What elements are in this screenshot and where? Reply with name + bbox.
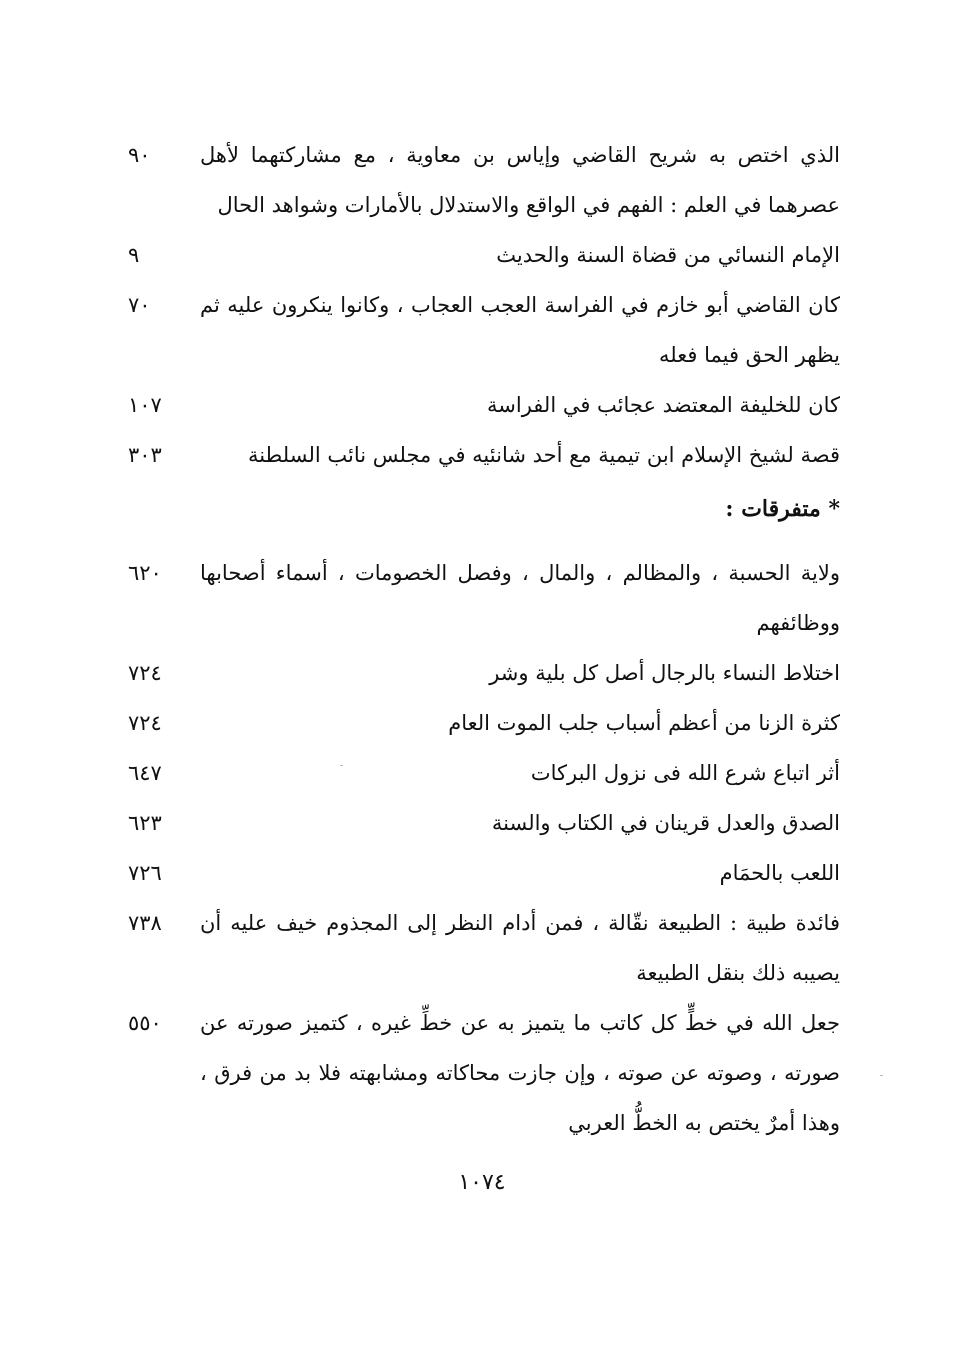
entries-before-heading [128,130,840,480]
index-entry [128,998,840,1148]
entry-text: جعل الله في خطٍّ كل كاتب ما يتميز به عن خطِّ غيره ، كتميز صورته عن صورته ، وصوته عن صوته ، وإن جازت محاكاته ومشابهته فلا بد من فرق ، وهذا أمرٌ يختص به الخطُّ العربي [200,1011,840,1135]
index-entry [128,280,840,380]
entry-text: كان القاضي أبو خازم في الفراسة العجب العجاب ، وكانوا ينكرون عليه ثم يظهر الحق فيما فعله [200,293,840,367]
entry-page-number: ٧٣٨ [128,911,162,935]
entry-text: الصدق والعدل قرينان في الكتاب والسنة [491,811,840,835]
entry-page-number: ٣٠٣ [128,443,162,467]
entry-text: الإمام النسائي من قضاة السنة والحديث [496,243,840,267]
scan-speck [340,765,343,766]
entry-page-number: ٥٥٠ [128,1011,162,1035]
scan-speck [880,1075,883,1076]
entry-text: ولاية الحسبة ، والمظالم ، والمال ، وفصل الخصومات ، أسماء أصحابها ووظائفهم [200,561,840,635]
entry-page-number: ٧٠ [128,293,151,317]
index-entry [128,898,840,998]
entry-text: أثر اتباع شرع الله فى نزول البركات [530,761,840,785]
entry-page-number: ١٠٧ [128,393,162,417]
entry-page-number: ٩٠ [128,143,151,167]
entry-text: اختلاط النساء بالرجال أصل كل بلية وشر [489,661,840,685]
entry-text: كان للخليفة المعتضد عجائب في الفراسة [487,393,840,417]
entry-page-number: ٦٤٧ [128,761,162,785]
index-entry [128,430,840,480]
page-number: ١٠٧٤ [458,1170,506,1195]
section-heading: * متفرقات : [725,496,840,522]
entry-page-number: ٦٢٠ [128,561,162,585]
index-entry [128,130,840,230]
entry-page-number: ٦٢٣ [128,811,162,835]
entry-page-number: ٧٢٦ [128,861,162,885]
index-entry [128,698,840,748]
entry-text: اللعب بالحمَام [719,861,840,885]
entry-page-number: ٧٢٤ [128,661,162,685]
index-entry [128,798,840,848]
index-entries [128,130,840,1148]
entry-text: قصة لشيخ الإسلام ابن تيمية مع أحد شانئيه في مجلس نائب السلطنة [247,443,840,467]
index-entry [128,848,840,898]
entry-page-number: ٧٢٤ [128,711,162,735]
index-entry [128,648,840,698]
entry-page-number: ٩ [128,243,140,267]
entries-after-heading [128,548,840,1148]
index-entry [128,380,840,430]
entry-text: فائدة طبية : الطبيعة نقّالة ، فمن أدام النظر إلى المجذوم خيف عليه أن يصيبه ذلك بنقل الطبيعة [200,911,840,985]
entry-text: كثرة الزنا من أعظم أسباب جلب الموت العام [448,711,840,735]
index-entry [128,748,840,798]
entry-text: الذي اختص به شريح القاضي وإياس بن معاوية ، مع مشاركتهما لأهل عصرهما في العلم : الفهم في الواقع والاستدلال بالأمارات وشواهد الحال [200,143,840,217]
index-entry [128,230,840,280]
index-entry [128,548,840,648]
